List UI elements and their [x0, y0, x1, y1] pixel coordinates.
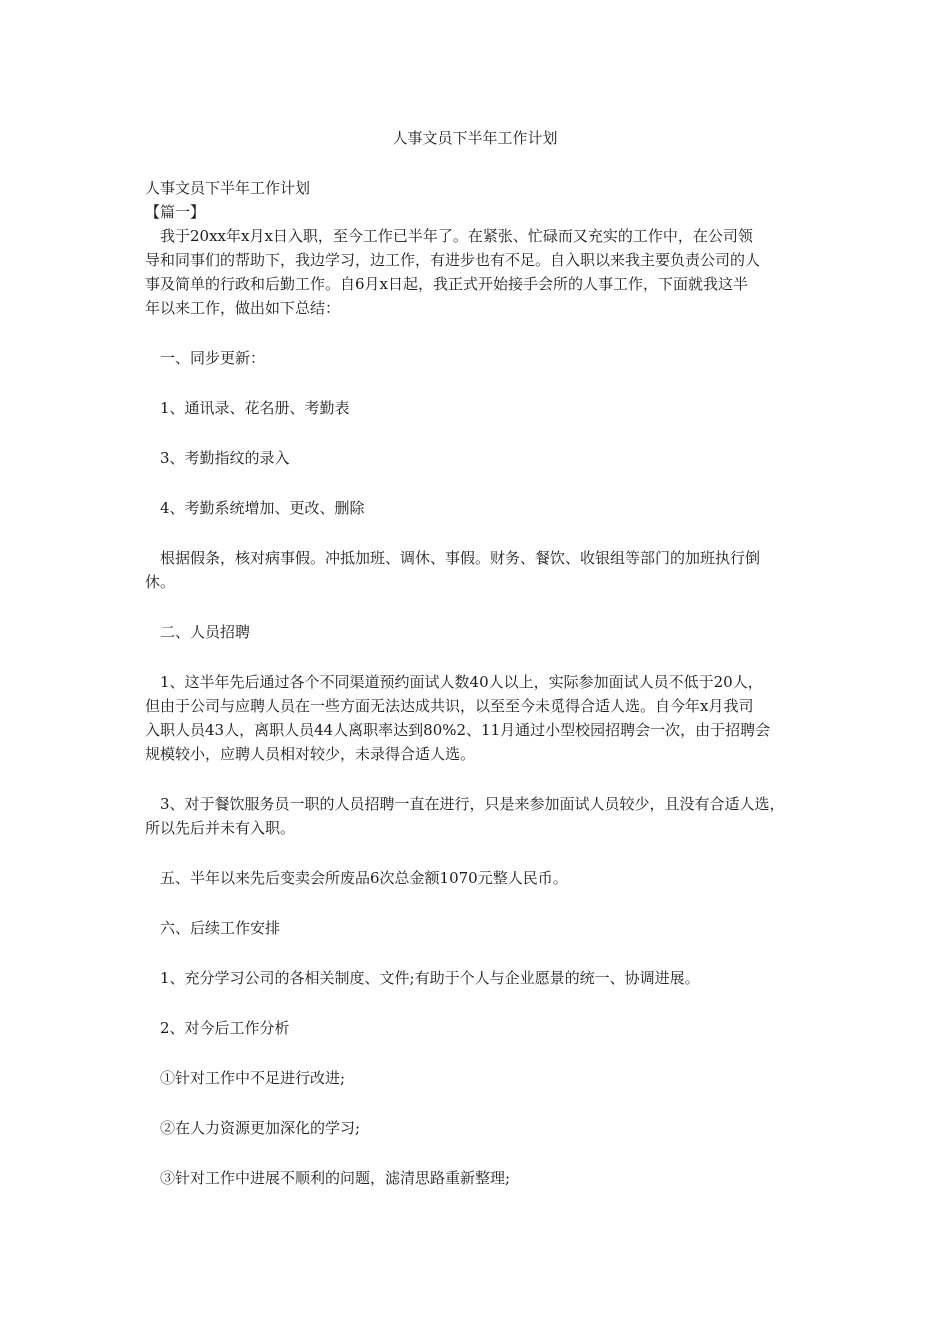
- section-marker: 【篇一】: [145, 203, 206, 221]
- section-1-title: 一、同步更新：: [160, 349, 266, 367]
- section-1-item-3: 3、考勤指纹的录入: [160, 449, 290, 467]
- section-6-item-1: 1、充分学习公司的各相关制度、文件;有助于个人与企业愿景的统一、协调进展。: [160, 969, 700, 987]
- intro-paragraph: [145, 224, 815, 320]
- recruit-paragraph-3: [145, 792, 815, 840]
- leave-line: 根据假条，核对病事假。冲抵加班、调休、事假。财务、餐饮、收银组等部门的加班执行倒: [160, 549, 761, 567]
- leave-line: 休。: [145, 573, 176, 591]
- document-title: 人事文员下半年工作计划: [392, 129, 558, 147]
- section-5: 五、半年以来先后变卖会所废品6次总金额1070元整人民币。: [160, 869, 568, 887]
- leave-paragraph: [145, 546, 815, 594]
- intro-line: 导和同事们的帮助下，我边学习，边工作，有进步也有不足。自入职以来我主要负责公司的人: [145, 251, 761, 269]
- section-6-title: 六、后续工作安排: [160, 919, 281, 937]
- section-6-item-2: 2、对今后工作分析: [160, 1019, 290, 1037]
- recruit-line: 入职人员43人，离职人员44人离职率达到80%2、11月通过小型校园招聘会一次，由于招聘会: [145, 721, 771, 739]
- intro-line: 我于20xx年x月x日入职，至今工作已半年了。在紧张、忙碌而又充实的工作中，在公司领: [160, 227, 753, 245]
- section-2-title: 二、人员招聘: [160, 623, 251, 641]
- document-heading: 人事文员下半年工作计划: [145, 179, 311, 197]
- section-1-item-4: 4、考勤系统增加、更改、删除: [160, 499, 365, 517]
- section-6-sub-3: ③针对工作中进展不顺利的问题，滤清思路重新整理;: [160, 1169, 511, 1187]
- recruit-line: 所以先后并未有入职。: [145, 819, 296, 837]
- section-6-sub-2: ②在人力资源更加深化的学习;: [160, 1119, 361, 1137]
- intro-line: 事及简单的行政和后勤工作。自6月x日起，我正式开始接手会所的人事工作，下面就我这半: [145, 275, 749, 293]
- recruit-line: 1、这半年先后通过各个不同渠道预约面试人数40人以上，实际参加面试人员不低于20人，: [160, 673, 763, 691]
- section-1-item-1: 1、通讯录、花名册、考勤表: [160, 399, 350, 417]
- intro-line: 年以来工作，做出如下总结：: [145, 299, 341, 317]
- recruit-line: 3、对于餐饮服务员一职的人员招聘一直在进行，只是来参加面试人员较少，且没有合适人选，: [160, 795, 785, 813]
- recruit-line: 规模较小，应聘人员相对较少，未录得合适人选。: [145, 745, 476, 763]
- recruit-paragraph-1: [145, 670, 815, 766]
- section-6-sub-1: ①针对工作中不足进行改进;: [160, 1069, 346, 1087]
- document-body: [145, 176, 815, 1190]
- recruit-line: 但由于公司与应聘人员在一些方面无法达成共识，以至至今未觅得合适人选。自今年x月我司: [145, 697, 754, 715]
